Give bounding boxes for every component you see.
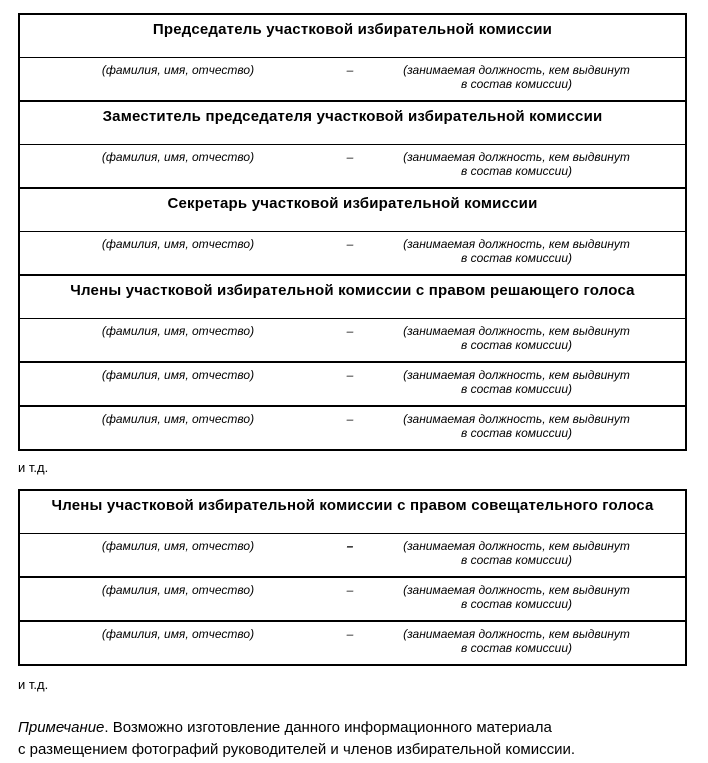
note-label: Примечание xyxy=(18,719,105,736)
position-line1: (занимаемая должность, кем выдвинут xyxy=(403,237,630,251)
fio-placeholder: (фамилия, имя, отчество) xyxy=(101,237,255,251)
position-line2: в состав комиссии) xyxy=(461,426,572,440)
dash-separator: – xyxy=(346,539,354,553)
position-line2: в состав комиссии) xyxy=(461,553,572,567)
fio-placeholder: (фамилия, имя, отчество) xyxy=(101,539,255,553)
position-line1: (занимаемая должность, кем выдвинут xyxy=(403,324,630,338)
position-placeholder xyxy=(364,412,685,440)
note-line2: с размещением фотографий руководителей и членов избирательной комиссии. xyxy=(18,741,576,758)
dash-separator: – xyxy=(346,412,354,426)
position-line1: (занимаемая должность, кем выдвинут xyxy=(403,150,630,164)
dash-separator: – xyxy=(346,63,354,77)
member-row xyxy=(20,534,685,578)
member-row xyxy=(20,578,685,622)
member-row xyxy=(20,58,685,102)
fio-placeholder: (фамилия, имя, отчество) xyxy=(101,150,255,164)
section-header-chairman: Председатель участковой избирательной комиссии xyxy=(20,15,685,58)
member-row xyxy=(20,363,685,407)
position-placeholder xyxy=(364,150,685,178)
dash-separator: – xyxy=(346,583,354,597)
fio-placeholder: (фамилия, имя, отчество) xyxy=(101,324,255,338)
note-line1: . Возможно изготовление данного информационного материала xyxy=(104,719,552,736)
position-placeholder xyxy=(364,324,685,352)
position-placeholder xyxy=(364,237,685,265)
dash-separator: – xyxy=(346,368,354,382)
position-line2: в состав комиссии) xyxy=(461,641,572,655)
dash-separator: – xyxy=(346,150,354,164)
position-line1: (занимаемая должность, кем выдвинут xyxy=(403,63,630,77)
position-line1: (занимаемая должность, кем выдвинут xyxy=(403,368,630,382)
note xyxy=(18,717,668,761)
member-row xyxy=(20,232,685,276)
fio-placeholder: (фамилия, имя, отчество) xyxy=(101,412,255,426)
dash-separator: – xyxy=(346,627,354,641)
member-row xyxy=(20,407,685,449)
position-line1: (занимаемая должность, кем выдвинут xyxy=(403,412,630,426)
position-line2: в состав комиссии) xyxy=(461,382,572,396)
dash-separator: – xyxy=(346,324,354,338)
section-header-voting-members: Члены участковой избирательной комиссии с правом решающего голоса xyxy=(20,276,685,319)
position-line2: в состав комиссии) xyxy=(461,77,572,91)
position-line1: (занимаемая должность, кем выдвинут xyxy=(403,583,630,597)
section-header-secretary: Секретарь участковой избирательной комиссии xyxy=(20,189,685,232)
position-placeholder xyxy=(364,627,685,655)
fio-placeholder: (фамилия, имя, отчество) xyxy=(101,627,255,641)
fio-placeholder: (фамилия, имя, отчество) xyxy=(101,583,255,597)
position-placeholder xyxy=(364,63,685,91)
commission-table-advisory xyxy=(18,489,687,666)
etc-label: и т.д. xyxy=(18,460,49,475)
member-row xyxy=(20,145,685,189)
position-placeholder xyxy=(364,583,685,611)
position-placeholder xyxy=(364,368,685,396)
fio-placeholder: (фамилия, имя, отчество) xyxy=(101,63,255,77)
fio-placeholder: (фамилия, имя, отчество) xyxy=(101,368,255,382)
dash-separator: – xyxy=(346,237,354,251)
position-line2: в состав комиссии) xyxy=(461,338,572,352)
position-line2: в состав комиссии) xyxy=(461,597,572,611)
position-placeholder xyxy=(364,539,685,567)
member-row xyxy=(20,319,685,363)
section-header-advisory-members: Члены участковой избирательной комиссии с правом совещательного голоса xyxy=(20,491,685,534)
position-line2: в состав комиссии) xyxy=(461,251,572,265)
position-line1: (занимаемая должность, кем выдвинут xyxy=(403,627,630,641)
position-line1: (занимаемая должность, кем выдвинут xyxy=(403,539,630,553)
member-row xyxy=(20,622,685,664)
etc-label: и т.д. xyxy=(18,677,49,692)
position-line2: в состав комиссии) xyxy=(461,164,572,178)
commission-table-main xyxy=(18,13,687,451)
section-header-deputy: Заместитель председателя участковой избирательной комиссии xyxy=(20,102,685,145)
